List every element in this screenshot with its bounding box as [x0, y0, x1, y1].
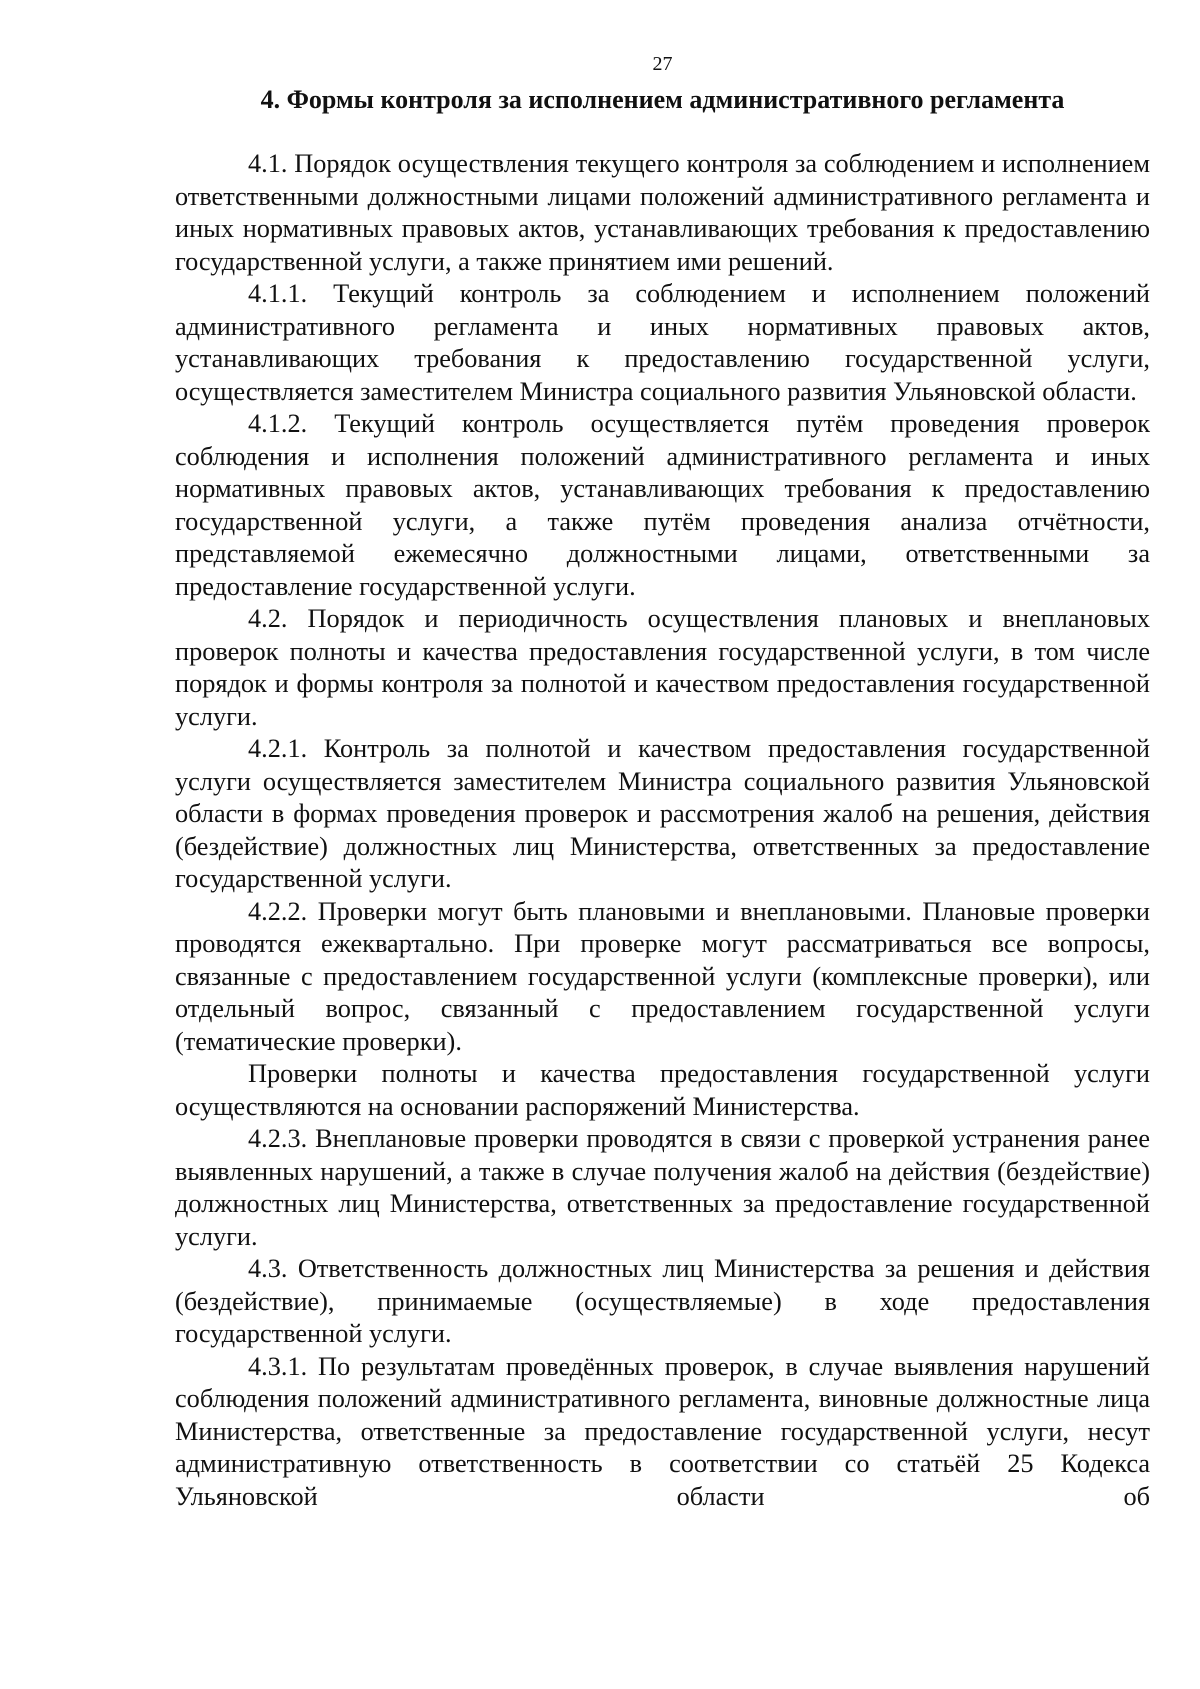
paragraph-4-3: 4.3. Ответственность должностных лиц Министерства за решения и действия (бездействие), принимаемые (осуществляемые) в ходе предоставления государственной услуги. — [175, 1254, 1150, 1348]
paragraph-4-2-2: 4.2.2. Проверки могут быть плановыми и внеплановыми. Плановые проверки проводятся ежеквартально. При проверке могут рассматриваться все вопросы, связанные с предоставлением государственной услуги (комплексные проверки), или отдельный вопрос, связанный с предоставлением государственной услуги (тематические проверки). — [175, 896, 1150, 1056]
paragraph-4-3-1: 4.3.1. По результатам проведённых проверок, в случае выявления нарушений соблюдения положений административного регламента, виновные должностные лица Министерства, ответственные за предоставление государственной услуги, несут административную ответственность в соответствии со статьёй 25 Кодекса Ульяновской области об — [175, 1351, 1150, 1511]
section-heading: 4. Формы контроля за исполнением административного регламента — [260, 85, 1065, 114]
paragraph-4-2-3: 4.2.3. Внеплановые проверки проводятся в связи с проверкой устранения ранее выявленных нарушений, а также в случае получения жалоб на действия (бездействие) должностных лиц Министерства, ответственных за предоставление государственной услуги. — [175, 1124, 1150, 1251]
paragraph-4-1-1: 4.1.1. Текущий контроль за соблюдением и исполнением положений административного регламента и иных нормативных правовых актов, устанавливающих требования к предоставлению государственной услуги, осуществляется заместителем Министра социального развития Ульяновской области. — [175, 279, 1150, 406]
document-body — [175, 148, 1150, 1513]
paragraph-4-2: 4.2. Порядок и периодичность осуществления плановых и внеплановых проверок полноты и качества предоставления государственной услуги, в том числе порядок и формы контроля за полнотой и качеством предоставления государственной услуги. — [175, 604, 1150, 731]
paragraph-4-1-2: 4.1.2. Текущий контроль осуществляется путём проведения проверок соблюдения и исполнения положений административного регламента и иных нормативных правовых актов, устанавливающих требования к предоставлению государственной услуги, а также путём проведения анализа отчётности, представляемой ежемесячно должностными лицами, ответственными за предоставление государственной услуги. — [175, 409, 1150, 601]
paragraph-4-1: 4.1. Порядок осуществления текущего контроля за соблюдением и исполнением ответственными должностными лицами положений административного регламента и иных нормативных правовых актов, устанавливающих требования к предоставлению государственной услуги, а также принятием ими решений. — [175, 149, 1150, 276]
page-number: 27 — [652, 53, 673, 75]
paragraph-4-2-1: 4.2.1. Контроль за полнотой и качеством предоставления государственной услуги осуществляется заместителем Министра социального развития Ульяновской области в формах проведения проверок и рассмотрения жалоб на решения, действия (бездействие) должностных лиц Министерства, ответственных за предоставление государственной услуги. — [175, 734, 1150, 893]
paragraph-4-2-2-continued: Проверки полноты и качества предоставления государственной услуги осуществляются на основании распоряжений Министерства. — [175, 1059, 1150, 1121]
